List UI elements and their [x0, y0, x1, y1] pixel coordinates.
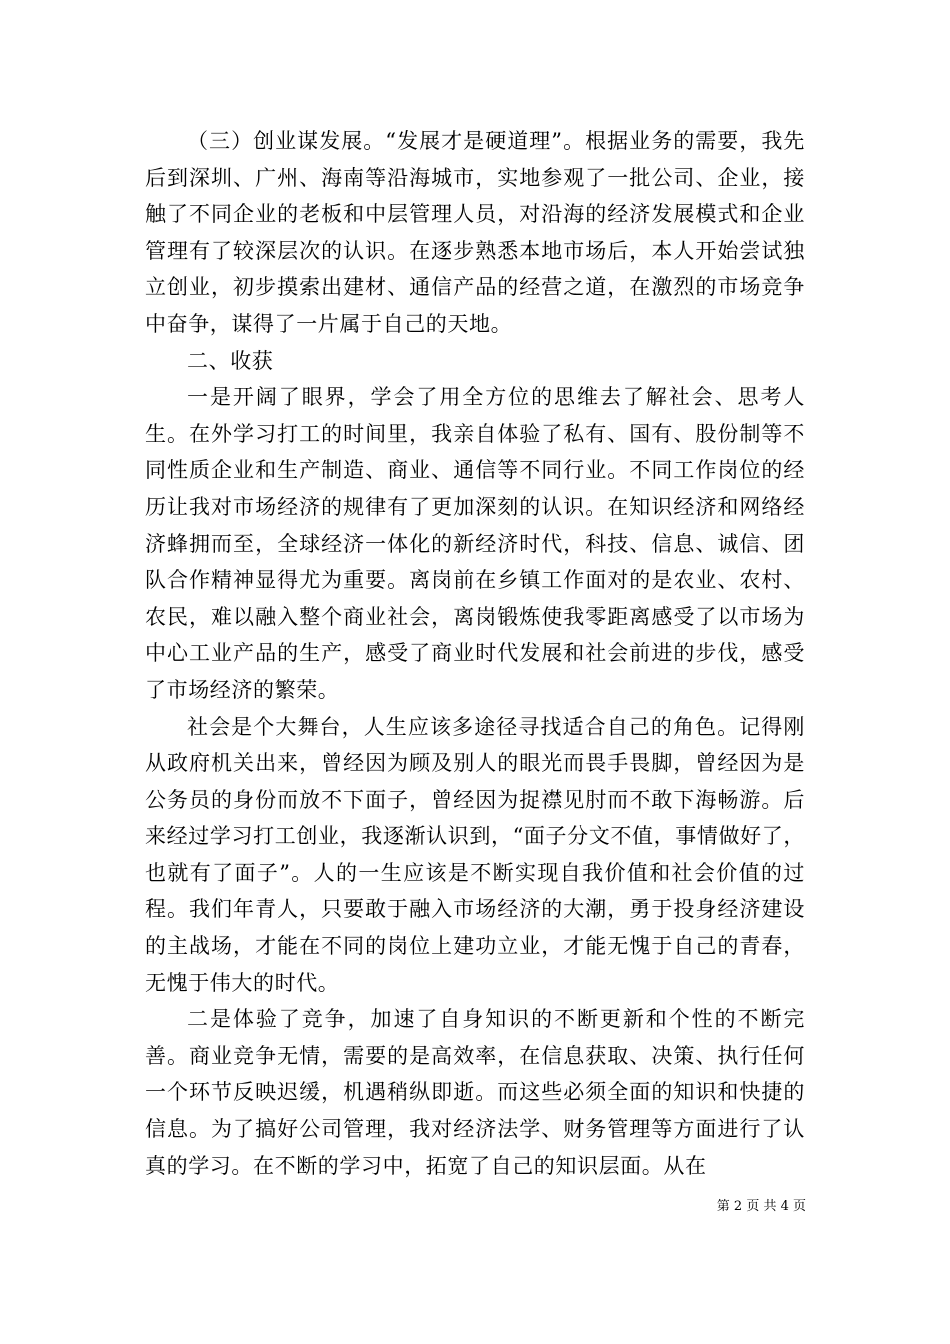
paragraph-broadened-horizons: 一是开阔了眼界，学会了用全方位的思维去了解社会、思考人生。在外学习打工的时间里，我亲自体验了私有、国有、股份制等不同性质企业和生产制造、商业、通信等不同行业。不同工作岗位的经历让我对市场经济的规律有了更加深刻的认识。在知识经济和网络经济蜂拥而至，全球经济一体化的新经济时代，科技、信息、诚信、团队合作精神显得尤为重要。离岗前在乡镇工作面对的是农业、农村、农民，难以融入整个商业社会，离岗锻炼使我零距离感受了以市场为中心工业产品的生产，感受了商业时代发展和社会前进的步伐，感受了市场经济的繁荣。 — [145, 385, 805, 702]
section-heading-gains: 二、收获 — [187, 348, 274, 373]
paragraph-competition: 二是体验了竞争，加速了自身知识的不断更新和个性的不断完善。商业竞争无情，需要的是高效率，在信息获取、决策、执行任何一个环节反映迟缓，机遇稍纵即逝。而这些必须全面的知识和快捷的信息。为了搞好公司管理，我对经济法学、财务管理等方面进行了认真的学习。在不断的学习中，拓宽了自己的知识层面。从在 — [145, 1007, 805, 1178]
page-number-footer: 第 2 页 共 4 页 — [716, 1199, 806, 1214]
document-body — [145, 123, 805, 1184]
paragraph-entrepreneurship: （三）创业谋发展。“发展才是硬道理”。根据业务的需要，我先后到深圳、广州、海南等沿海城市，实地参观了一批公司、企业，接触了不同企业的老板和中层管理人员，对沿海的经济发展模式和企业管理有了较深层次的认识。在逐步熟悉本地市场后，本人开始尝试独立创业，初步摸索出建材、通信产品的经营之道，在激烈的市场竞争中奋争，谋得了一片属于自己的天地。 — [145, 129, 805, 336]
paragraph-society-stage: 社会是个大舞台，人生应该多途径寻找适合自己的角色。记得刚从政府机关出来，曾经因为顾及别人的眼光而畏手畏脚，曾经因为是公务员的身份而放不下面子，曾经因为捉襟见肘而不敢下海畅游。后来经过学习打工创业，我逐渐认识到，“面子分文不值，事情做好了，也就有了面子”。人的一生应该是不断实现自我价值和社会价值的过程。我们年青人，只要敢于融入市场经济的大潮，勇于投身经济建设的主战场，才能在不同的岗位上建功立业，才能无愧于自己的青春，无愧于伟大的时代。 — [145, 714, 805, 995]
